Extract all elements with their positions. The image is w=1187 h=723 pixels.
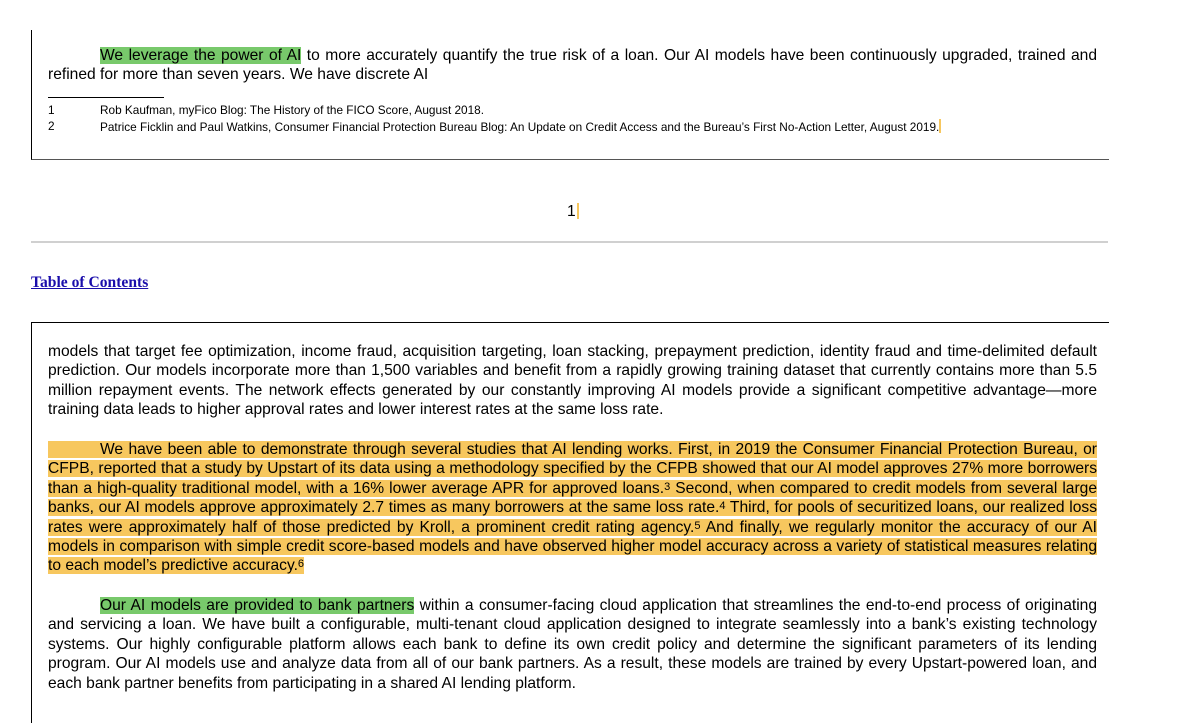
footnote-number: 2	[48, 119, 55, 133]
text-cursor	[939, 119, 941, 133]
page-number: 1	[567, 203, 579, 221]
green-highlight: We leverage the power of AI	[100, 47, 302, 64]
paragraph-ai-lending-studies	[48, 440, 1097, 576]
page-separator	[31, 241, 1108, 243]
table-of-contents-link[interactable]: Table of Contents	[31, 274, 149, 291]
footnote-ref-5[interactable]: 5	[694, 519, 701, 532]
footnote-divider	[48, 97, 164, 98]
footnote-number: 1	[48, 103, 55, 117]
paragraph-models: models that target fee optimization, income fraud, acquisition targeting, loan stacking, prepayment prediction, identity fraud and time-delimited default prediction. Our models incorporate more than 1,500 variables and benefit from a rapidly growing training dataset that currently contains more than 5.5 million repayment events. The network effects generated by our constantly improving AI models provide a significant competitive advantage—more training data leads to higher approval rates and lower interest rates at the same loss rate.	[48, 343, 1097, 419]
orange-highlight: We have been able to demonstrate through several studies that AI lending works. First, in 2019 the Consumer Financial Protection Bureau, or CFPB, reported that a study by Upstart of its data using a methodology specified by the CFPB showed that our AI model approves 27% more borrowers than a high-quality traditional model, with a 16% lower average APR for approved loans.$^3$ Second, when compared to credit models from several large banks, our AI models approve approximately 2.7 times as many borrowers at the same loss rate.$^4$ Third, for pools of securitized loans, our realized loss rates were approximately half of those predicted by Kroll, a prominent credit rating agency.$^5$ And finally, we regularly monitor the accuracy of our AI models in comparison with simple credit score-based models and have observed higher model accuracy across a variety of statistical measures relating to each model’s predictive accuracy.$^6$	[48, 441, 1098, 575]
green-highlight: Our AI models are provided to bank partners	[100, 597, 415, 614]
text-cursor	[577, 203, 579, 219]
footnote-text: Patrice Ficklin and Paul Watkins, Consumer Financial Protection Bureau Blog: An Update on Credit Access and the Bureau’s First No-Action Letter, August 2019.	[100, 120, 940, 134]
footnote-ref-3[interactable]: 3	[664, 480, 671, 493]
footnote-text: Rob Kaufman, myFico Blog: The History of the FICO Score, August 2018.	[100, 103, 485, 117]
paragraph-ai-risk	[48, 46, 1097, 85]
paragraph-bank-partners	[48, 596, 1097, 693]
paragraph-text: to more accurately quantify the true risk of a loan. Our AI models have been continuously upgraded, trained and refined for more than seven years. We have discrete AI	[48, 47, 1097, 84]
footnote-ref-6[interactable]: 6	[297, 558, 305, 571]
document-page-2	[31, 322, 1109, 723]
document-page-1	[31, 30, 1109, 160]
footnote-ref-4[interactable]: 4	[719, 500, 726, 513]
paragraph-text: within a consumer-facing cloud application that streamlines the end-to-end process of originating and servicing a loan. We have built a configurable, multi-tenant cloud application designed to integrate seamlessly into a bank’s existing technology systems. Our highly configurable platform allows each bank to define its own credit policy and determine the significant parameters of its lending program. Our AI models use and analyze data from all of our bank partners. As a result, these models are trained by every Upstart-powered loan, and each bank partner benefits from participating in a shared AI lending platform.	[48, 597, 1098, 692]
